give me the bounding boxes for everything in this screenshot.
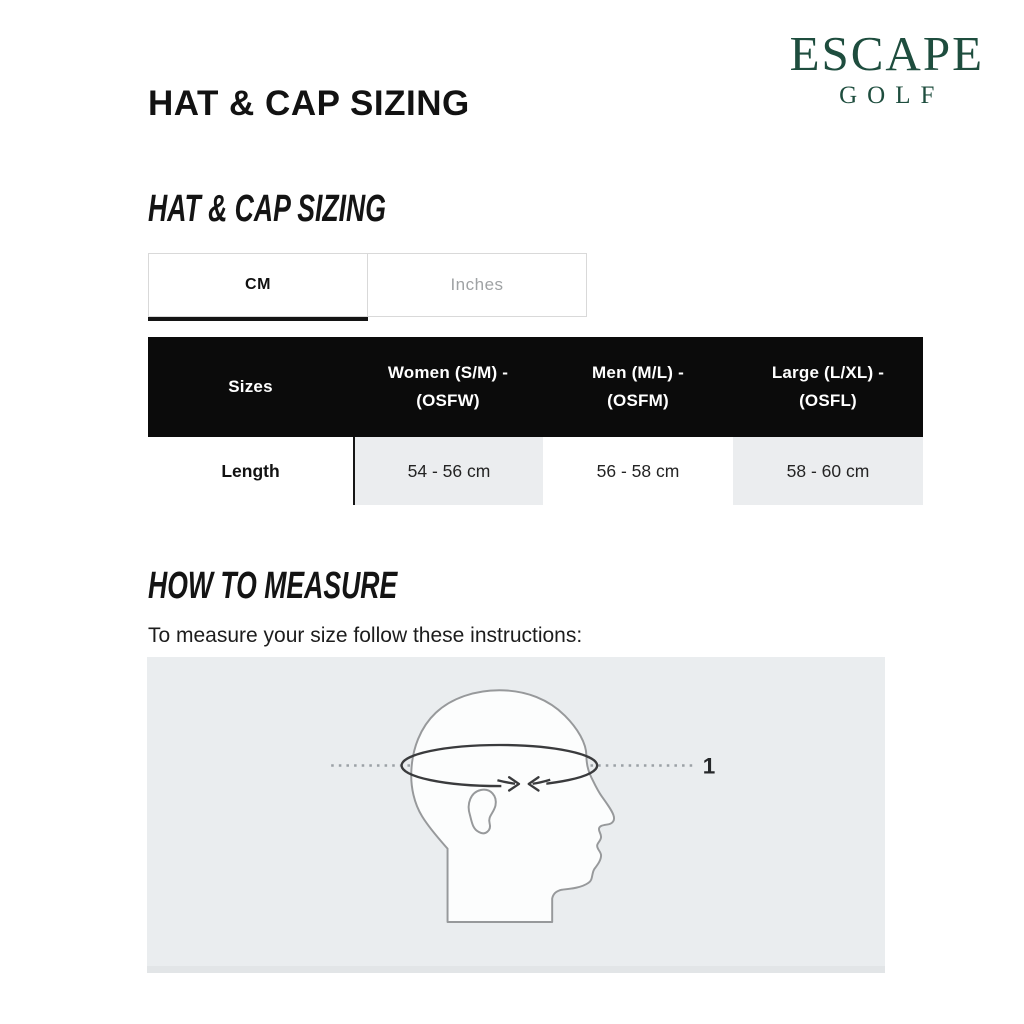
measure-step-label: 1: [702, 753, 716, 779]
brand-subtitle: GOLF: [839, 82, 945, 110]
cell-men-length: 56 - 58 cm: [596, 460, 680, 481]
section-heading-measure: HOW TO MEASURE: [148, 565, 398, 607]
section-heading-sizing: HAT & CAP SIZING: [148, 188, 386, 230]
header-line: Sizes: [228, 376, 273, 396]
header-cell-men: [543, 337, 733, 437]
head-measure-illustration: [147, 657, 885, 966]
unit-tabs: [148, 253, 587, 317]
page-title: HAT & CAP SIZING: [148, 84, 470, 123]
tab-cm[interactable]: CM: [148, 253, 368, 317]
brand-name: ESCAPE: [789, 26, 984, 81]
header-line: Men (M/L) -: [592, 362, 684, 382]
header-line: (OSFW): [416, 391, 480, 410]
header-cell-sizes: [148, 337, 353, 437]
cell-large-length: 58 - 60 cm: [733, 437, 923, 505]
header-line: (OSFM): [607, 391, 669, 410]
header-line: Women (S/M) -: [387, 362, 509, 382]
size-table-header: [148, 337, 923, 437]
measure-figure: [147, 657, 885, 973]
brand-logo: [790, 28, 984, 110]
cell-women-length: 54 - 56 cm: [353, 437, 543, 505]
header-cell-women: [353, 337, 543, 437]
header-cell-large: [733, 337, 923, 437]
table-row-length: [148, 437, 923, 505]
head-outline: [411, 690, 614, 922]
tab-inches[interactable]: Inches: [367, 253, 587, 317]
size-table: [148, 337, 923, 505]
header-line: (OSFL): [799, 391, 857, 410]
header-line: Large (L/XL) -: [771, 362, 885, 382]
row-label: Length: [221, 460, 280, 481]
measure-instruction: To measure your size follow these instructions:: [148, 624, 583, 647]
